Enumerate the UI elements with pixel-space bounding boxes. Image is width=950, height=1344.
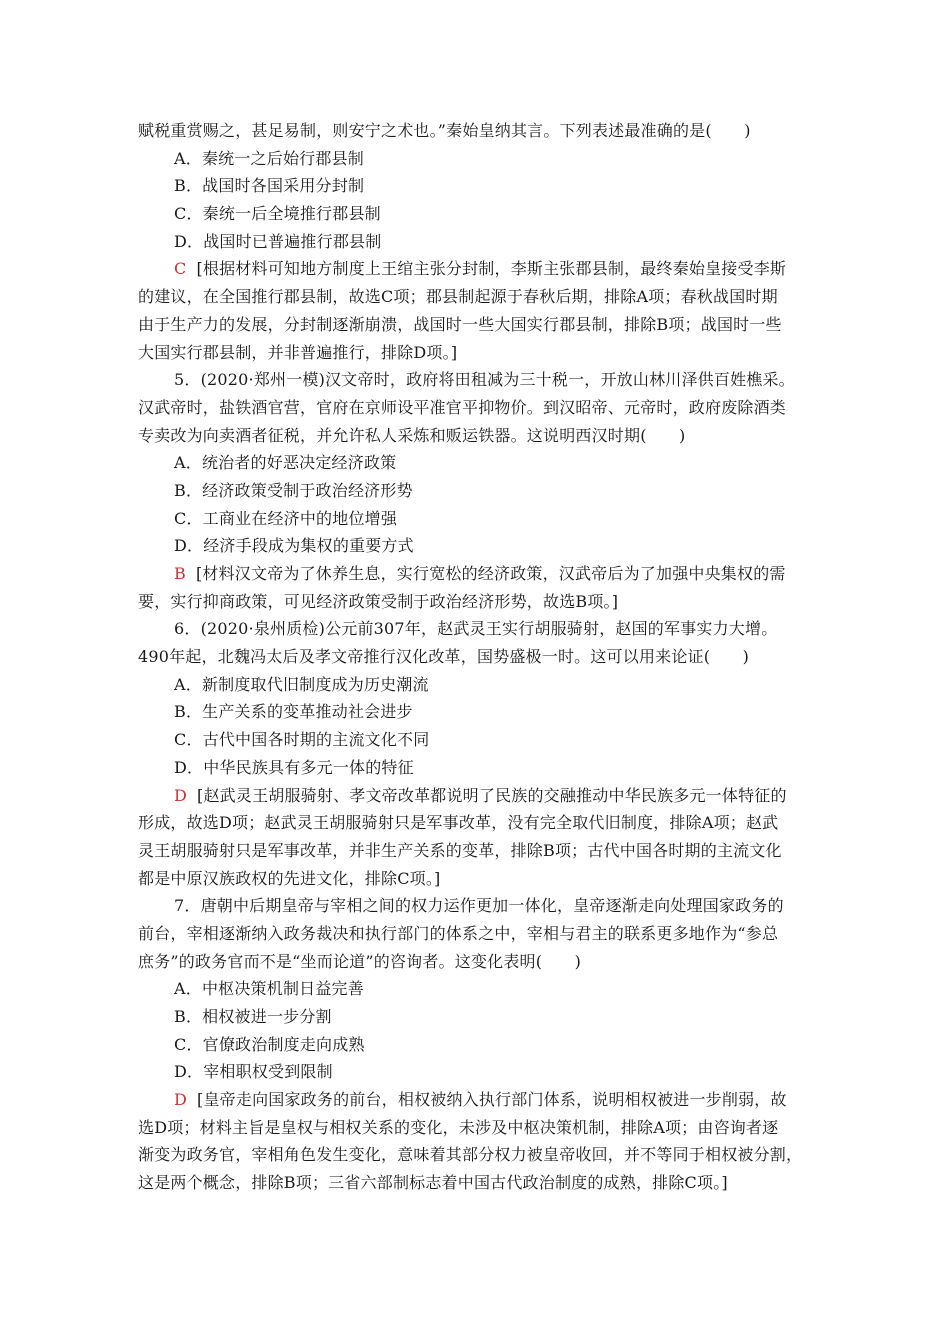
q4-explanation-text: [根据材料可知地方制度上王绾主张分封制，李斯主张郡县制，最终秦始皇接受李斯 <box>196 259 787 279</box>
q6-explanation-text: [赵武灵王胡服骑射、孝文帝改革都说明了民族的交融推动中华民族多元一体特征的 <box>197 785 787 805</box>
q7-explanation-line: 选D项；材料主旨是皇权与相权关系的变化，未涉及中枢决策机制，排除A项；由咨询者逐 <box>138 1117 779 1137</box>
q5-option-a: A．统治者的好恶决定经济政策 <box>174 453 397 473</box>
q4-option-a: A．秦统一之后始行郡县制 <box>174 148 364 168</box>
q6-option-d: D．中华民族具有多元一体的特征 <box>174 757 414 777</box>
q6-explanation-line: 形成，故选D项；赵武灵王胡服骑射只是军事改革，没有完全取代旧制度，排除A项；赵武 <box>138 813 779 833</box>
q5-stem-line: 专卖改为向卖酒者征税，并允许私人采炼和贩运铁器。这说明西汉时期( ) <box>138 425 686 445</box>
q4-explanation-line: 大国实行郡县制，并非普遍推行，排除D项。] <box>138 342 458 362</box>
q6-stem-line: 490年起，北魏冯太后及孝文帝推行汉化改革，国势盛极一时。这可以用来论证( ) <box>138 647 750 667</box>
q7-option-a: A．中枢决策机制日益完善 <box>174 979 364 999</box>
q4-explanation-line: 的建议，在全国推行郡县制，故选C项；郡县制起源于春秋后期，排除A项；春秋战国时期 <box>138 287 778 307</box>
q6-answer-letter: D <box>174 785 188 805</box>
q6-explanation-line: 灵王胡服骑射只是军事改革，并非生产关系的变革，排除B项；古代中国各时期的主流文化 <box>138 840 782 860</box>
q6-option-a: A．新制度取代旧制度成为历史潮流 <box>174 674 429 694</box>
q5-answer-letter: B <box>174 564 186 583</box>
q6-stem-line: 6．(2020·泉州质检)公元前307年，赵武灵王实行胡服骑射，赵国的军事实力大增。 <box>174 619 778 639</box>
q6-explanation-line <box>138 782 818 810</box>
q4-explanation-line: 由于生产力的发展，分封制逐渐崩溃，战国时一些大国实行郡县制，排除B项；战国时一些 <box>138 314 782 334</box>
q7-answer-letter: D <box>174 1090 188 1110</box>
document-page <box>138 117 818 1197</box>
q7-option-b: B．相权被进一步分割 <box>174 1007 332 1026</box>
q6-explanation-line: 都是中原汉族政权的先进文化，排除C项。] <box>138 868 441 888</box>
q5-option-d: D．经济手段成为集权的重要方式 <box>174 536 414 556</box>
q5-explanation-line <box>138 560 818 588</box>
q4-option-c: C．秦统一后全境推行郡县制 <box>174 204 381 224</box>
q7-stem-line: 7．唐朝中后期皇帝与宰相之间的权力运作更加一体化，皇帝逐渐走向处理国家政务的 <box>174 896 784 916</box>
q4-option-b: B．战国时各国采用分封制 <box>174 176 365 196</box>
q5-stem-line: 5．(2020·郑州一模)汉文帝时，政府将田租减为三十税一，开放山林川泽供百姓樵采。 <box>174 370 795 390</box>
q5-option-c: C．工商业在经济中的地位增强 <box>174 508 398 528</box>
q7-stem-line: 庶务”的政务官而不是“坐而论道”的咨询者。这变化表明( ) <box>138 951 582 971</box>
q5-explanation-line: 要，实行抑商政策，可见经济政策受制于政治经济形势，故选B项。] <box>138 591 619 611</box>
q7-option-c: C．官僚政治制度走向成熟 <box>174 1034 365 1054</box>
q7-stem-line: 前台，宰相逐渐纳入政务裁决和执行部门的体系之中，宰相与君主的联系更多地作为“参总 <box>138 923 779 943</box>
q4-answer-letter: C <box>174 259 187 279</box>
q5-explanation-text: [材料汉文帝为了休养生息，实行宽松的经济政策，汉武帝后为了加强中央集权的需 <box>195 564 786 583</box>
q7-explanation-text: [皇帝走向国家政务的前台，相权被纳入执行部门体系，说明相权被进一步削弱，故 <box>197 1090 787 1110</box>
q7-explanation-line: 这是两个概念，排除B项；三省六部制标志着中国古代政治制度的成熟，排除C项。] <box>138 1173 728 1193</box>
q6-option-c: C．古代中国各时期的主流文化不同 <box>174 730 430 750</box>
q7-explanation-line: 渐变为政务官，宰相角色发生变化，意味着其部分权力被皇帝收回，并不等同于相权被分割， <box>138 1145 803 1165</box>
q6-option-b: B．生产关系的变革推动社会进步 <box>174 702 413 722</box>
q4-option-d: D．战国时已普遍推行郡县制 <box>174 231 382 251</box>
q4-stem-tail: 赋税重赏赐之，甚足易制，则安宁之术也。”秦始皇纳其言。下列表述最准确的是( ) <box>138 121 751 140</box>
q7-option-d: D．宰相职权受到限制 <box>174 1062 333 1082</box>
q5-option-b: B．经济政策受制于政治经济形势 <box>174 480 413 500</box>
q4-explanation-line <box>138 255 818 283</box>
q7-explanation-line <box>138 1086 818 1114</box>
q5-stem-line: 汉武帝时，盐铁酒官营，官府在京师设平准官平抑物价。到汉昭帝、元帝时，政府废除酒类 <box>138 397 787 417</box>
